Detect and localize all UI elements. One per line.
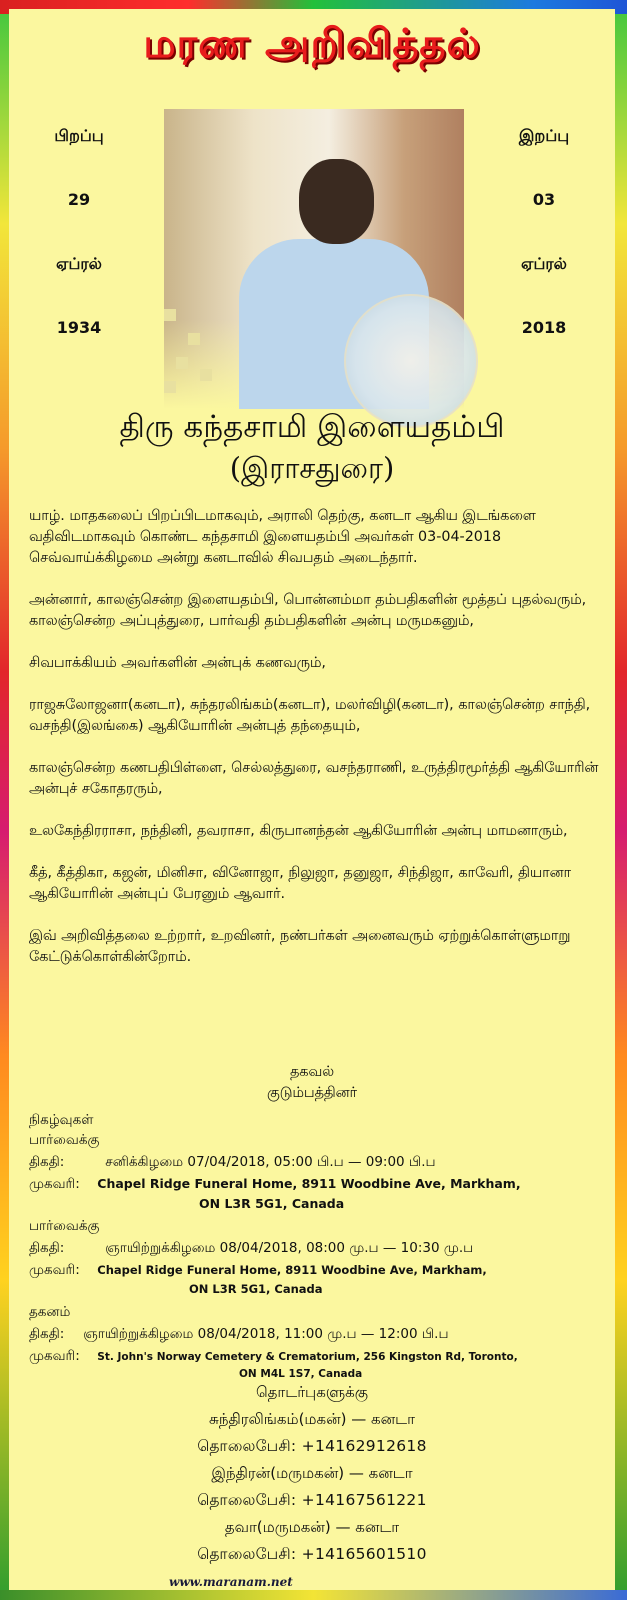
birth-month: ஏப்ரல் <box>56 254 102 273</box>
contacts-section <box>9 1379 615 1568</box>
event-address-line2: ON L3R 5G1, Canada <box>189 1282 323 1296</box>
birth-label: பிறப்பு <box>54 126 104 145</box>
date-label: திகதி: <box>29 1154 65 1170</box>
event-date: சனிக்கிழமை 07/04/2018, 05:00 பி.ப — 09:00 பி.ப <box>105 1154 436 1170</box>
death-label: இறப்பு <box>518 126 570 145</box>
page-title: மரண அறிவித்தல் <box>143 21 481 67</box>
address-label: முகவரி: <box>29 1262 80 1278</box>
paragraph: கீத், கீத்திகா, கஜன், மினிசா, வினோஜா, நிலுஜா, தனுஜா, சிந்திஜா, காவேரி, தியானா ஆகியோரின் அன்புப் பேரனும் ஆவார். <box>29 865 571 902</box>
death-dates <box>489 126 599 382</box>
events-heading: நிகழ்வுகள் <box>29 1112 94 1128</box>
address-label: முகவரி: <box>29 1348 80 1364</box>
event-date: ஞாயிற்றுக்கிழமை 08/04/2018, 08:00 மு.ப — 10:30 மு.ப <box>105 1240 474 1256</box>
event-address: Chapel Ridge Funeral Home, 8911 Woodbine Ave, Markham, <box>97 1176 521 1191</box>
address-label: முகவரி: <box>29 1176 80 1192</box>
event-date: ஞாயிற்றுக்கிழமை 08/04/2018, 11:00 மு.ப — 12:00 பி.ப <box>83 1326 449 1342</box>
paragraph: ராஜசுலோஜனா(கனடா), சுந்தரலிங்கம்(கனடா), மலர்விழி(கனடா), காலஞ்சென்ற சாந்தி, வசந்தி(இலங்கை) ஆகியோரின் அன்புத் தந்தையும், <box>29 697 591 734</box>
birth-year: 1934 <box>56 318 102 337</box>
event-address: St. John's Norway Cemetery & Crematorium, 256 Kingston Rd, Toronto, <box>97 1351 518 1363</box>
event-type: பார்வைக்கு <box>29 1218 100 1234</box>
paragraph: உலகேந்திரராசா, நந்தினி, தவராசா, கிருபானந்தன் ஆகியோரின் அன்பு மாமனாரும், <box>29 823 568 839</box>
sign-label: தகவல் <box>289 1064 334 1080</box>
paragraph: அன்னார், காலஞ்சென்ற இளையதம்பி, பொன்னம்மா தம்பதிகளின் மூத்தப் புதல்வரும், காலஞ்சென்ற அப்புத்துரை, பார்வதி தம்பதிகளின் அன்பு மருமகனும், <box>29 592 587 629</box>
contact-name: சுந்திரலிங்கம்(மகன்) — கனடா <box>209 1410 415 1428</box>
event-address-row <box>29 1348 518 1366</box>
event-address-line2: ON L3R 5G1, Canada <box>199 1196 345 1211</box>
portrait-head <box>299 159 374 244</box>
event-date-row <box>29 1154 436 1172</box>
event-date-row <box>29 1326 449 1344</box>
death-day: 03 <box>532 190 556 209</box>
death-year: 2018 <box>521 318 567 337</box>
death-month: ஏப்ரல் <box>521 254 567 273</box>
paragraph: சிவபாக்கியம் அவர்களின் அன்புக் கணவரும், <box>29 655 326 671</box>
contact-phone[interactable]: தொலைபேசி: +14167561221 <box>197 1491 427 1509</box>
flower-emblem <box>344 294 478 428</box>
birth-day: 29 <box>67 190 91 209</box>
event-address-row <box>29 1262 487 1280</box>
deceased-name: திரு கந்தசாமி இளையதம்பி <box>119 409 505 445</box>
contact-phone[interactable]: தொலைபேசி: +14165601510 <box>197 1545 427 1563</box>
contact-name: இந்திரன்(மருமகன்) — கனடா <box>211 1464 413 1482</box>
event-address-row <box>29 1176 521 1194</box>
contacts-heading: தொடர்புகளுக்கு <box>255 1383 368 1401</box>
contact-name: தவா(மருமகன்) — கனடா <box>224 1518 400 1536</box>
site-watermark: www.maranam.net <box>169 1575 293 1589</box>
event-type: தகனம் <box>29 1304 71 1320</box>
birth-dates <box>24 126 134 382</box>
notice-body <box>29 506 604 968</box>
event-date-row <box>29 1240 473 1258</box>
paragraph: காலஞ்சென்ற கணபதிபிள்ளை, செல்லத்துரை, வசந்தராணி, உருத்திரமூர்த்தி ஆகியோரின் அன்புச் சகோதரரும், <box>29 760 599 797</box>
deceased-alias: (இராசதுரை) <box>229 451 395 485</box>
paragraph: யாழ். மாதகலைப் பிறப்பிடமாகவும், அராலி தெற்கு, கனடா ஆகிய இடங்களை வதிவிடமாகவும் கொண்ட கந்தசாமி இளையதம்பி அவர்கள் 03-04-2018 செவ்வாய்க்கிழமை அன்று கனடாவில் சிவபதம் அடைந்தார். <box>29 508 536 566</box>
notice-card <box>9 9 615 1591</box>
portrait-photo <box>164 109 464 409</box>
contact-phone[interactable]: தொலைபேசி: +14162912618 <box>197 1437 427 1455</box>
date-label: திகதி: <box>29 1326 65 1342</box>
event-type: பார்வைக்கு <box>29 1132 100 1148</box>
date-label: திகதி: <box>29 1240 65 1256</box>
event-address: Chapel Ridge Funeral Home, 8911 Woodbine Ave, Markham, <box>97 1263 487 1277</box>
event-address-line2: ON M4L 1S7, Canada <box>239 1368 363 1380</box>
sign-from: குடும்பத்தினர் <box>267 1085 357 1101</box>
paragraph: இவ் அறிவித்தலை உற்றார், உறவினர், நண்பர்கள் அனைவரும் ஏற்றுக்கொள்ளுமாறு கேட்டுக்கொள்கின்றோம். <box>29 928 571 965</box>
